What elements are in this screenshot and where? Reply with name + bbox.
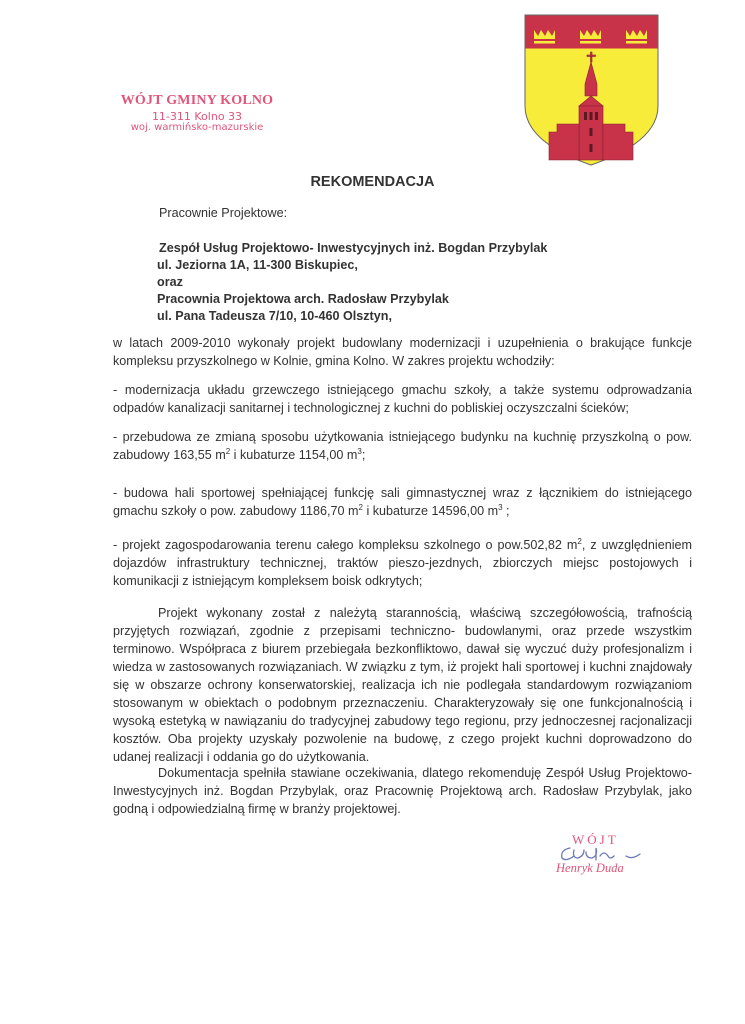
assessment-paragraph: Projekt wykonany został z należytą starannością, właściwą szczegółowością, trafnością przyjętych rozwiązań, zgodnie z przepisami techniczno- budowlanymi, oraz przede wszystkim terminowo. Współpraca z biurem przebiegała bezkonfliktowo, dawał się wyczuć duży profesjonalizm i wiedza w zastosowanych rozwiązaniach. W związku z tym, iż projekt hali sportowej i kuchni znajdowały się w obszarze ochrony konserwatorskiej, realizacja ich nie podlegała standardowym rozwiązaniom stosowanym w obiektach o podobnym przeznaczeniu. Charakteryzowały się one funkcjonalnością i wysoką estetyką w nawiązaniu do tradycyjnej zabudowy tego regionu, przy jednoczesnej racjonalizacji kosztów. Oba projekty uzyskały pozwolenie na budowę, z czego projekt kuchni doprowadzono do udanej realizacji i oddania go do użytkowania. <box>113 606 692 764</box>
scope-item-site-development: - projekt zagospodarowania terenu całego kompleksu szkolnego o pow.502,82 $m^2$, z uwzględnieniem dojazdów infrastruktury technicznej, traktów pieszo-jezdnych, zbiorczych miejsc postojowych i komunikacji z istniejącym kompleksem boisk odkrytych; <box>113 536 692 588</box>
intro-paragraph: w latach 2009-2010 wykonały projekt budowlany modernizacji i uzupełnienia o brakujące funkcje kompleksu przyszkolnego w Kolnie, gmina Kolno. W zakres projektu wchodziły: <box>113 336 692 368</box>
recommendation-paragraph: Dokumentacja spełniła stawiane oczekiwania, dlatego rekomenduję Zespół Usług Projektowo-Inwestycyjnych inż. Bogdan Przybylak, oraz Pracownię Projektową arch. Radosław Przybylak, jako godną i odpowiedzialną firmę w branży projektowej. <box>113 766 692 816</box>
shield-chief <box>526 16 658 49</box>
addressee-line: ul. Jeziorna 1A, 11-300 Biskupiec, <box>157 258 358 272</box>
scope-item-sports-hall: - budowa hali sportowej spełniającej funkcję sali gimnastycznej wraz z łącznikiem do istniejącego gmachu szkoły o pow. zabudowy 1186,70 $m^2$ i kubaturze 14596,00 $m^3$ ; <box>113 486 692 518</box>
signatory-name: Henryk Duda <box>556 861 624 875</box>
signature-stamp-title: WÓJT <box>572 832 619 847</box>
signature-block <box>556 832 666 882</box>
scope-item-kitchen: - przebudowa ze zmianą sposobu użytkowania istniejącego budynku na kuchnię przyszkolną o pow. zabudowy 163,55 $m^2$ i kubaturze 1154,00 $m^3$; <box>113 430 692 462</box>
document-title: REKOMENDACJA <box>310 174 435 190</box>
addressee-line: Pracownia Projektowa arch. Radosław Przybylak <box>157 292 449 306</box>
coat-of-arms-icon <box>524 14 659 166</box>
stamp-region: woj. warmińsko-mazurskie <box>130 122 264 134</box>
office-stamp <box>112 94 282 134</box>
stamp-title: WÓJT GMINY KOLNO <box>120 93 274 108</box>
stamp-address: 11-311 Kolno 33 <box>151 109 243 123</box>
addressee-line: Zespół Usług Projektowo- Inwestycyjnych inż. Bogdan Przybylak <box>159 241 548 255</box>
addressee-label: Pracownie Projektowe: <box>159 206 288 220</box>
addressee-line: oraz <box>157 275 183 289</box>
addressee-line: ul. Pana Tadeusza 7/10, 10-460 Olsztyn, <box>157 309 392 323</box>
scope-item-heating: - modernizacja układu grzewczego istniejącego gmachu szkoły, a także systemu odprowadzania odpadów kanalizacji sanitarnej i technologicznej z kuchni do pobliskiej oczyszczalni ścieków; <box>113 383 692 415</box>
